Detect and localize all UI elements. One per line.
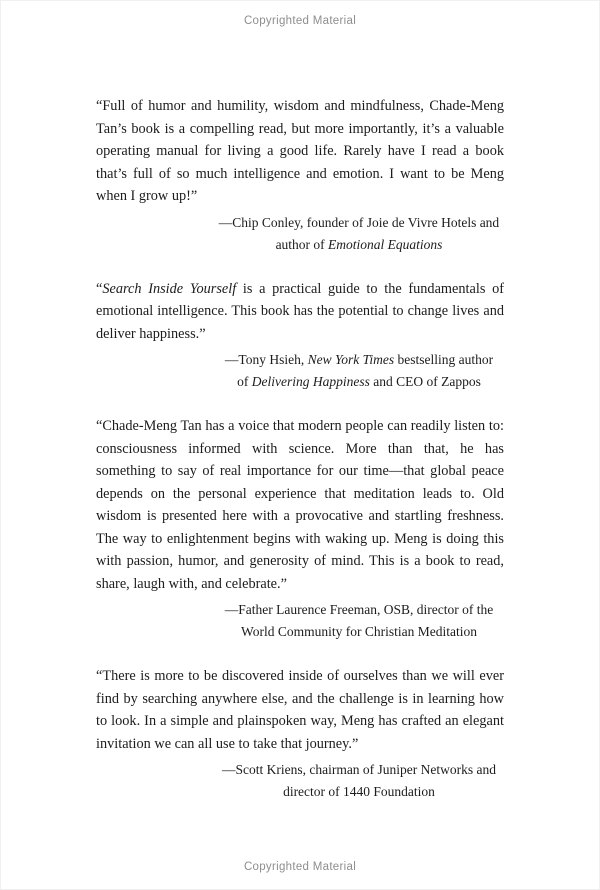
quote-text-segment: “Chade-Meng Tan has a voice that modern people can readily listen to: consciousness informed with science. More than that, he has something to say of real importance for our time—that global peace depends on the personal experience that meditation leads to. Old wisdom is presented here with a provocative and startling freshness. The way to enlightenment begins with waking up. Meng is doing this with passion, humor, and generosity of mind. This is a book to read, share, laugh with, and celebrate.” bbox=[96, 418, 504, 592]
quote-text bbox=[96, 415, 504, 595]
attribution-line bbox=[214, 234, 504, 256]
attribution-line bbox=[214, 621, 504, 643]
quote-text-segment: is a practical guide to the fundamentals of emotional intelligence. This book has the potential to change lives and deliver happiness.” bbox=[96, 280, 504, 342]
quote-text bbox=[96, 665, 504, 755]
attribution-text: —Scott Kriens, chairman of Juniper Networks and bbox=[221, 762, 497, 777]
attribution-text: —Tony Hsieh, bbox=[224, 352, 308, 367]
attribution-text: —Father Laurence Freeman, OSB, director of the bbox=[224, 602, 494, 617]
copyrighted-material-notice-top: Copyrighted Material bbox=[243, 15, 357, 27]
attribution-line bbox=[214, 371, 504, 393]
praise-quotes-section bbox=[96, 95, 504, 825]
attribution-line bbox=[214, 599, 504, 621]
attribution-book-title: Emotional Equations bbox=[328, 236, 443, 252]
attribution-line bbox=[214, 212, 504, 234]
quote-block-laurence-freeman bbox=[96, 415, 504, 643]
attribution-line bbox=[214, 781, 504, 803]
attribution-text: author of bbox=[275, 236, 329, 252]
quote-text-segment: “ bbox=[96, 280, 103, 297]
quote-block-chip-conley bbox=[96, 95, 504, 256]
quote-attribution bbox=[96, 349, 504, 393]
quote-text bbox=[96, 278, 504, 346]
copyrighted-material-notice-bottom: Copyrighted Material bbox=[243, 861, 357, 873]
quote-attribution bbox=[96, 759, 504, 803]
attribution-line bbox=[214, 759, 504, 781]
attribution-text: —Chip Conley, founder of Joie de Vivre Hotels and bbox=[218, 214, 500, 230]
quote-book-title: Search Inside Yourself bbox=[102, 280, 237, 297]
quote-attribution bbox=[96, 212, 504, 256]
quote-text-segment: “There is more to be discovered inside of ourselves than we will ever find by searching anywhere else, and the challenge is in learning how to look. In a simple and plainspoken way, Meng has crafted an elegant invitation we can all use to take that journey.” bbox=[96, 668, 504, 752]
attribution-text: director of 1440 Foundation bbox=[283, 784, 435, 799]
quote-text bbox=[96, 95, 504, 208]
attribution-text: World Community for Christian Meditation bbox=[241, 624, 477, 639]
attribution-book-title: Delivering Happiness bbox=[251, 374, 370, 389]
attribution-line bbox=[214, 349, 504, 371]
attribution-text: bestselling author bbox=[394, 352, 494, 367]
quote-block-scott-kriens bbox=[96, 665, 504, 803]
quote-text-segment: “Full of humor and humility, wisdom and mindfulness, Chade-Meng Tan’s book is a compelling read, but more importantly, it’s a valuable operating manual for living a good life. Rarely have I read a book that’s full of so much intelligence and emotion. I want to be Meng when I grow up!” bbox=[96, 98, 504, 204]
attribution-publication: New York Times bbox=[307, 352, 395, 367]
attribution-text: of bbox=[237, 374, 252, 389]
quote-block-tony-hsieh bbox=[96, 278, 504, 394]
quote-attribution bbox=[96, 599, 504, 643]
attribution-text: and CEO of Zappos bbox=[369, 374, 481, 389]
